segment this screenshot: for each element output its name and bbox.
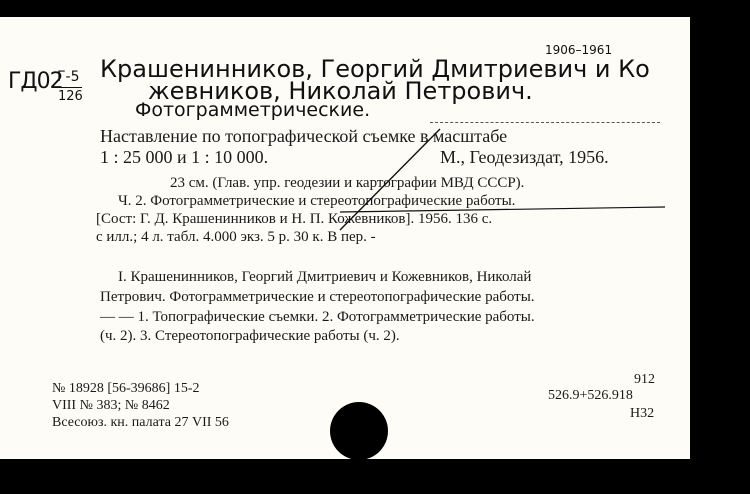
handwritten-strike-lines xyxy=(0,17,690,459)
record-number: № 18928 [56-39686] 15-2 xyxy=(52,381,200,396)
volume-number: VIII № 383; № 8462 xyxy=(52,398,170,413)
udc-top: 912 xyxy=(634,372,655,387)
book-chamber: Всесоюз. кн. палата 27 VII 56 xyxy=(52,415,229,430)
handwritten-author-line2: жевников, Николай Петрович. xyxy=(148,77,533,105)
tracing-line3: — — 1. Топографические съемки. 2. Фотограмметрические работы. xyxy=(100,309,535,325)
part-title: Ч. 2. Фотограмметрические и стереотопографические работы. xyxy=(118,193,516,209)
compilers-line: [Сост: Г. Д. Крашенинников и Н. П. Кожевников]. 1956. 136 с. xyxy=(96,211,493,227)
author-mark: Н32 xyxy=(630,406,655,421)
handwritten-title: Фотограмметрические. xyxy=(135,99,371,121)
call-number-top: Г-5 xyxy=(57,69,80,85)
udc-classification: 526.9+526.918 xyxy=(548,388,633,403)
author-dates: 1906–1961 xyxy=(545,43,613,57)
tracing-line2: Петрович. Фотограмметрические и стереотопографические работы. xyxy=(100,289,535,305)
title-publisher: М., Геодезиздат, 1956. xyxy=(440,147,609,167)
series-line: 23 см. (Глав. упр. геодезии и картографии МВД СССР). xyxy=(170,175,525,191)
tracing-line1: I. Крашенинников, Георгий Дмитриевич и Кожевников, Николай xyxy=(118,269,532,285)
catalog-card xyxy=(0,17,690,459)
call-number-bottom: 126 xyxy=(58,89,83,104)
handwritten-author-line1: Крашенинников, Георгий Дмитриевич и Ко xyxy=(100,55,650,83)
physical-description: с илл.; 4 л. табл. 4.000 экз. 5 р. 30 к. В пер. - xyxy=(96,229,376,245)
card-filing-hole xyxy=(330,402,388,459)
title-scale: 1 : 25 000 и 1 : 10 000. xyxy=(100,147,269,167)
call-number-left: ГД02 xyxy=(8,69,63,94)
tracing-line4: (ч. 2). 3. Стереотопографические работы (ч. 2). xyxy=(100,328,400,344)
title-line1: Наставление по топографической съемке в масштабе xyxy=(100,126,508,146)
